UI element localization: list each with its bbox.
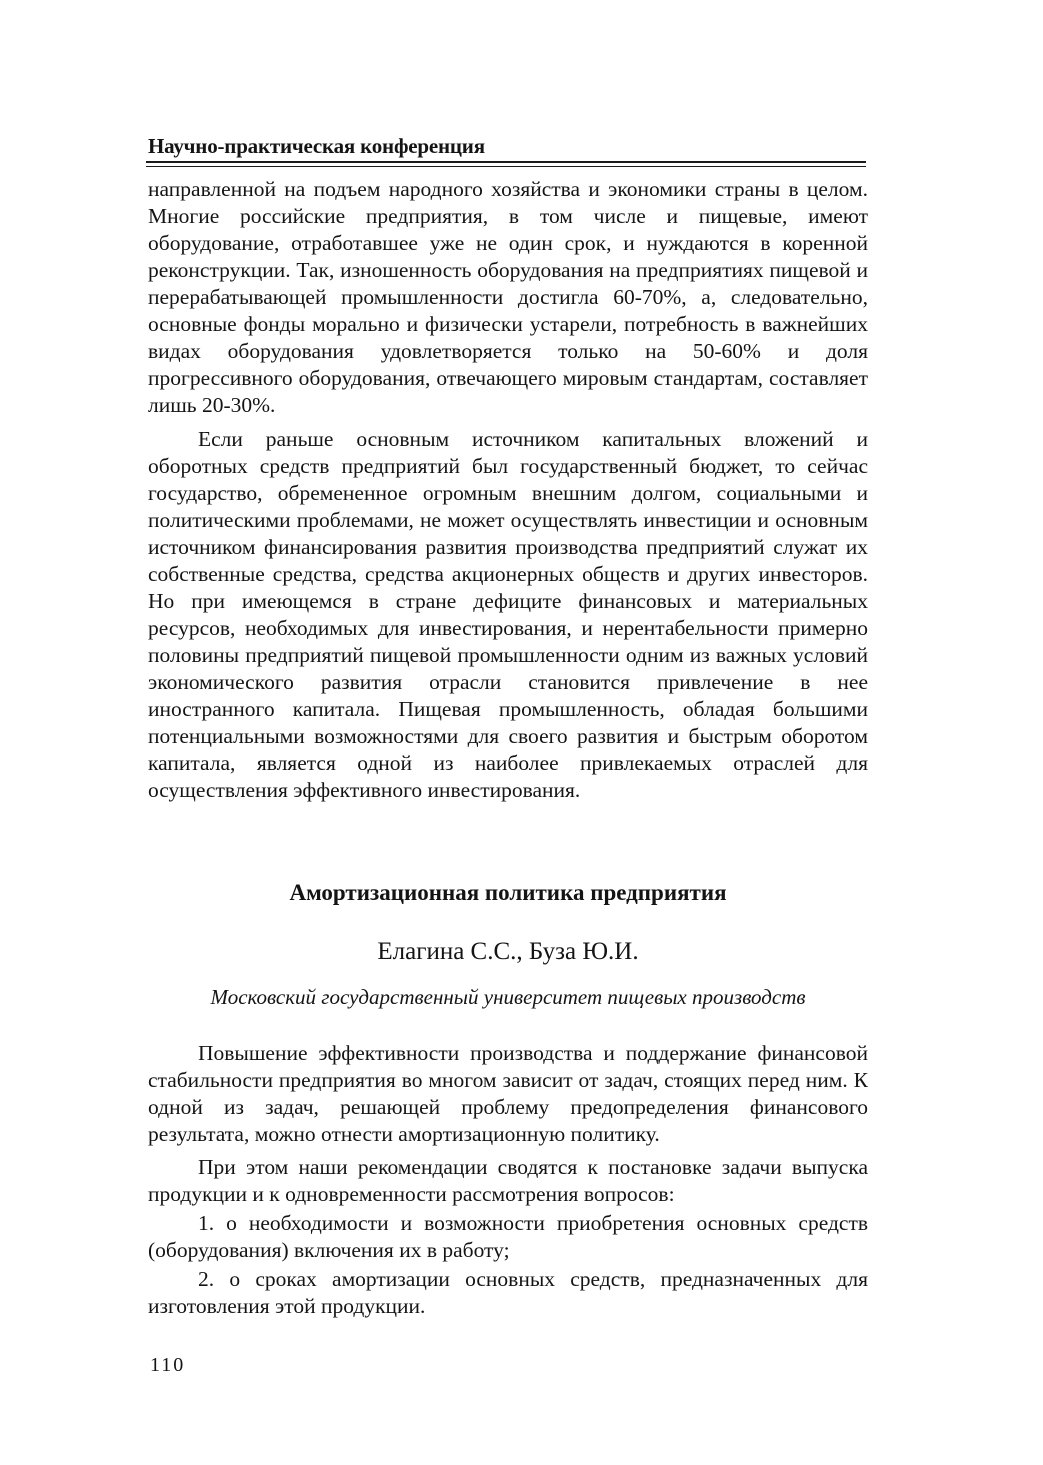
article-title: Амортизационная политика предприятия bbox=[289, 880, 727, 905]
paragraph-intro: Повышение эффективности производства и поддержание финансовой стабильности предприятия во многом зависит от задач, стоящих перед ним. К одной из задач, решающей проблему предопределения финансового результата, можно отнести амортизационную политику. bbox=[148, 1041, 868, 1146]
paragraph-recommendations: При этом наши рекомендации сводятся к постановке задачи выпуска продукции и к одновременности рассмотрения вопросов: bbox=[148, 1155, 868, 1206]
header-rule bbox=[146, 161, 866, 163]
page-number: 110 bbox=[150, 1354, 186, 1376]
paragraph-continuation: направленной на подъем народного хозяйства и экономики страны в целом. Многие российские предприятия, в том числе и пищевые, имеют оборудование, отработавшее уже не один срок, и нуждаются в коренной реконструкции. Так, изношенность оборудования на предприятиях пищевой и перерабатывающей промышленности достигла 60-70%, а, следовательно, основные фонды морально и физически устарели, потребность в важнейших видах оборудования удовлетворяется только на 50-60% и доля прогрессивного оборудования, отвечающего мировым стандартам, составляет лишь 20-30%. bbox=[148, 177, 868, 417]
header-rule-thin bbox=[146, 166, 866, 167]
article-authors: Елагина С.С., Буза Ю.И. bbox=[377, 938, 639, 965]
paragraph-investment-sources: Если раньше основным источником капитальных вложений и оборотных средств предприятий был государственный бюджет, то сейчас государство, обремененное огромным внешним долгом, социальными и политическими проблемами, не может осуществлять инвестиции и основным источником финансирования развития производства предприятий служат их собственные средства, средства акционерных обществ и других инвесторов. Но при имеющемся в стране дефиците финансовых и материальных ресурсов, необходимых для инвестирования, и нерентабельности примерно половины предприятий пищевой промышленности одним из важных условий экономического развития отрасли становится привлечение в нее иностранного капитала. Пищевая промышленность, обладая большими потенциальными возможностями для своего развития и быстрым оборотом капитала, является одной из наиболее привлекаемых отраслей для осуществления эффективного инвестирования. bbox=[148, 427, 868, 802]
article-affiliation: Московский государственный университет пищевых производств bbox=[210, 985, 806, 1009]
list-item-1: 1. о необходимости и возможности приобретения основных средств (оборудования) включения их в работу; bbox=[148, 1211, 868, 1262]
running-header: Научно-практическая конференция bbox=[148, 134, 485, 158]
list-item-2: 2. о сроках амортизации основных средств, предназначенных для изготовления этой продукции. bbox=[148, 1267, 868, 1318]
